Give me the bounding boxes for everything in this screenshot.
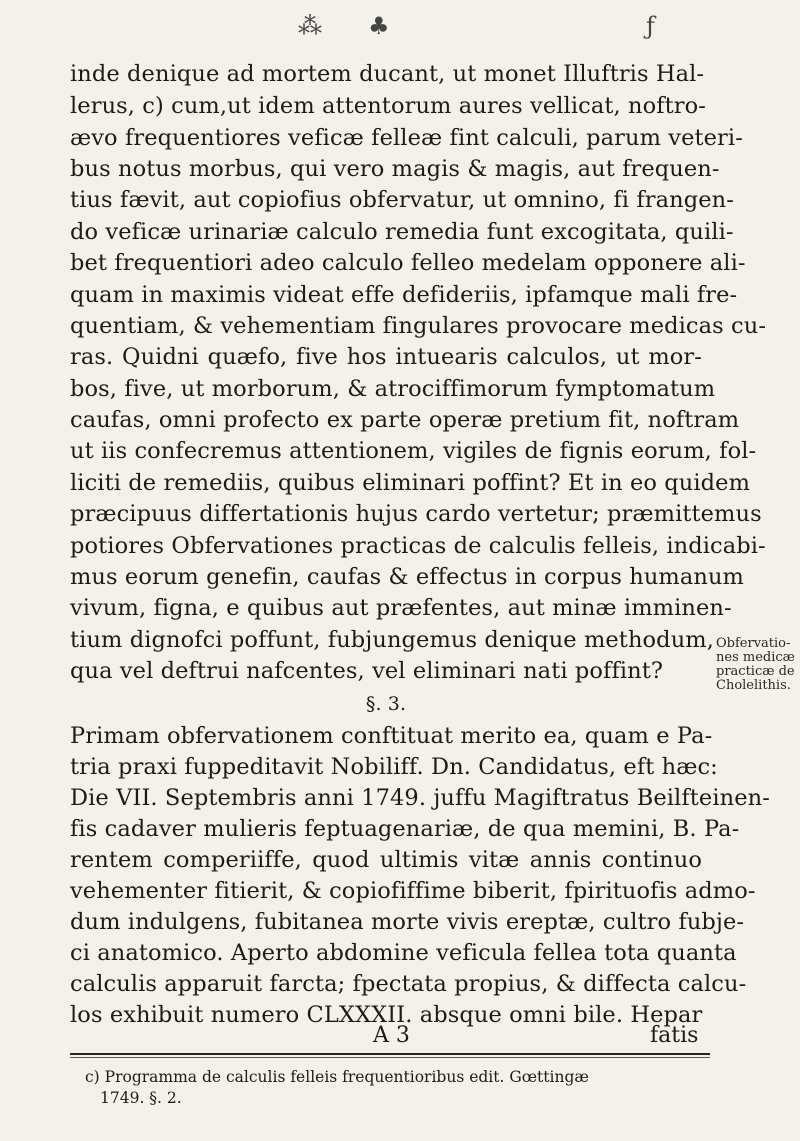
text-line: calculis apparuit farcta; fpectata propius, & diffecta calcu- [70, 971, 747, 997]
margin-note-line: practicæ de [716, 664, 795, 679]
text-line: lerus, c) cum,ut idem attentorum aures vellicat, noftro- [70, 93, 706, 119]
text-line: rentem comperiiffe, quod ultimis vitæ annis continuo [70, 847, 702, 873]
text-line: vehementer fitierit, & copiofiffime biberit, fpirituofis admo- [70, 878, 756, 904]
text-line: vivum, figna, e quibus aut præfentes, aut minæ imminen- [70, 595, 732, 621]
text-line: præcipuus differtationis hujus cardo vertetur; præmittemus [70, 501, 762, 527]
header-ornament [260, 12, 660, 52]
text-line: tium dignofci poffunt, fubjungemus denique methodum, [70, 627, 714, 653]
text-line: mus eorum genefin, caufas & effectus in corpus humanum [70, 564, 744, 590]
margin-note-line: Obfervatio- [716, 636, 791, 651]
text-line: caufas, omni profecto ex parte operæ pretium fit, noftram [70, 407, 740, 433]
margin-note [716, 637, 800, 693]
text-line: tria praxi fuppeditavit Nobiliff. Dn. Candidatus, eft hæc: [70, 754, 718, 780]
text-line: qua vel deftrui nafcentes, vel eliminari nati poffint? [70, 658, 664, 684]
signature-mark: A 3 [373, 1023, 410, 1048]
text-line: tius fævit, aut copiofius obfervatur, ut omnino, fi frangen- [70, 187, 734, 213]
ornament-left-icon: ⁂ [298, 12, 322, 40]
text-line: ci anatomico. Aperto abdomine veficula fellea tota quanta [70, 940, 737, 966]
footnote-line: 1749. §. 2. [100, 1089, 182, 1107]
text-line: ut iis confecremus attentionem, vigiles de fignis eorum, fol- [70, 438, 757, 464]
section-heading: §. 3. [365, 693, 407, 715]
ornament-mid-icon: ♣ [368, 12, 390, 40]
footnote-rule [70, 1053, 710, 1055]
text-line: bus notus morbus, qui vero magis & magis, aut frequen- [70, 156, 720, 182]
footnote-rule-thin [70, 1057, 710, 1058]
text-line: bet frequentiori adeo calculo felleo medelam opponere ali- [70, 250, 746, 276]
text-line: do veficæ urinariæ calculo remedia funt excogitata, quili- [70, 219, 734, 245]
text-line: Die VII. Septembris anni 1749. juffu Magiftratus Beilfteinen- [70, 785, 770, 811]
text-line: ras. Quidni quæfo, five hos intuearis calculos, ut mor- [70, 344, 702, 370]
text-line: inde denique ad mortem ducant, ut monet Illuftris Hal- [70, 61, 705, 87]
text-line: ævo frequentiores veficæ felleæ fint calculi, parum veteri- [70, 125, 743, 151]
footnote-line: c) Programma de calculis felleis frequentioribus edit. Gœttingæ [85, 1068, 589, 1086]
text-line: quam in maximis videat effe defideriis, ipfamque mali fre- [70, 282, 738, 308]
text-line: bos, five, ut morborum, & atrociffimorum fymptomatum [70, 376, 716, 402]
text-line: quentiam, & vehementiam fingulares provocare medicas cu- [70, 313, 767, 339]
text-line: liciti de remediis, quibus eliminari poffint? Et in eo quidem [70, 470, 751, 496]
text-line: fis cadaver mulieris feptuagenariæ, de qua memini, B. Pa- [70, 816, 740, 842]
margin-note-line: Cholelithis. [716, 678, 791, 693]
ornament-right-icon: ƒ [646, 12, 655, 40]
text-line: dum indulgens, fubitanea morte vivis ereptæ, cultro fubje- [70, 909, 745, 935]
text-line: los exhibuit numero CLXXXII. absque omni bile. Hepar [70, 1002, 703, 1028]
text-line: potiores Obfervationes practicas de calculis felleis, indicabi- [70, 533, 766, 559]
catchword: fatis [650, 1023, 699, 1048]
margin-note-line: nes medicæ [716, 650, 795, 665]
text-line: Primam obfervationem conftituat merito ea, quam e Pa- [70, 723, 713, 749]
